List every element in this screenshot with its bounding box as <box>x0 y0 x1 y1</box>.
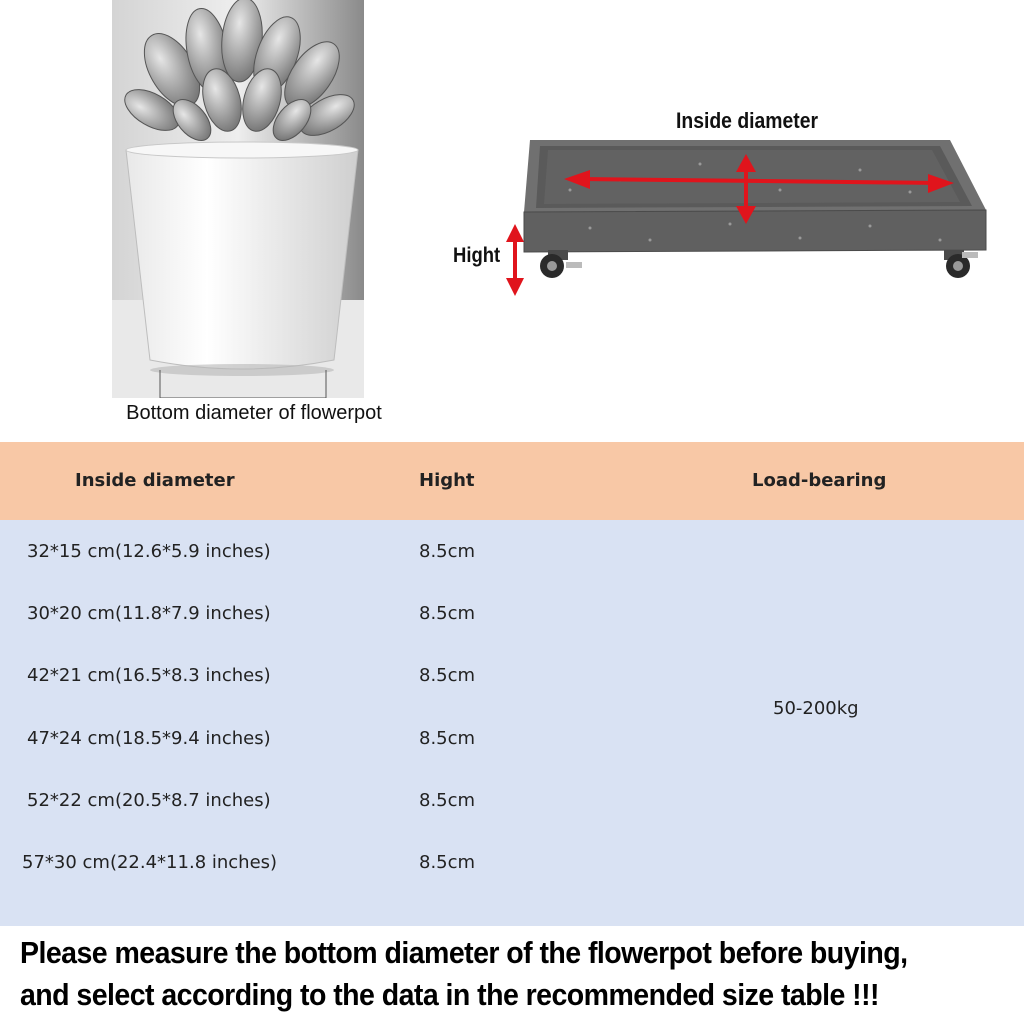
row-3-height: 8.5cm <box>419 665 476 686</box>
flowerpot-photo <box>112 0 364 398</box>
row-5-inside: 52*22 cm(20.5*8.7 inches) <box>27 790 271 811</box>
row-2-height: 8.5cm <box>419 603 476 624</box>
header-height: Hight <box>419 470 475 491</box>
row-6-height: 8.5cm <box>419 852 476 873</box>
load-bearing-value: 50-200kg <box>773 698 859 719</box>
row-3-inside: 42*21 cm(16.5*8.3 inches) <box>27 665 271 686</box>
height-label: Hight <box>453 244 501 267</box>
inside-diameter-label: Inside diameter <box>676 108 819 133</box>
caster-wheel-right <box>944 250 978 278</box>
height-arrow <box>506 224 524 296</box>
header-load-bearing: Load-bearing <box>752 470 887 491</box>
row-1-inside: 32*15 cm(12.6*5.9 inches) <box>27 541 271 562</box>
row-5-height: 8.5cm <box>419 790 476 811</box>
flowerpot-illustration <box>112 0 364 398</box>
row-6-inside: 57*30 cm(22.4*11.8 inches) <box>22 852 278 873</box>
row-2-inside: 30*20 cm(11.8*7.9 inches) <box>27 603 271 624</box>
pot-caption: Bottom diameter of flowerpot <box>126 402 382 424</box>
header-inside-diameter: Inside diameter <box>75 470 235 491</box>
row-4-inside: 47*24 cm(18.5*9.4 inches) <box>27 728 271 749</box>
row-4-height: 8.5cm <box>419 728 476 749</box>
row-1-height: 8.5cm <box>419 541 476 562</box>
purchase-notice: Please measure the bottom diameter of the flowerpot before buying, and select according to the data in the recommended size table !!! <box>20 935 908 1012</box>
caster-wheel-left <box>540 250 582 278</box>
